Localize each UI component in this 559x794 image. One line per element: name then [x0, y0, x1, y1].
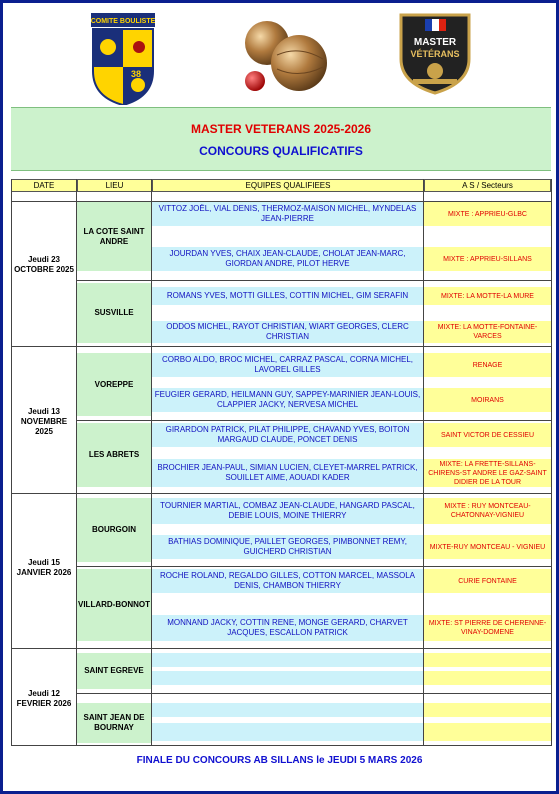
secteur-cell: MIXTE: LA MOTTE-FONTAINE-VARCES: [424, 321, 551, 343]
team-cell: ROCHE ROLAND, REGALDO GILLES, COTTON MARCEL, MASSOLA DENIS, CHAMBON THIERRY: [152, 569, 423, 593]
master-veterans-logo: [395, 9, 475, 95]
svg-text:38: 38: [131, 69, 142, 79]
secteur-cell: MIXTE : RUY MONTCEAU-CHATONNAY-VIGNIEU: [424, 498, 551, 524]
secteur-cell: MIXTE: LA FRETTE-SILLANS-CHIRENS-ST ANDRE LE GAZ-SAINT DIDIER DE LA TOUR: [424, 459, 551, 487]
lieu-cell: SAINT EGREVE: [84, 666, 144, 675]
logo-header: [3, 3, 556, 107]
divider: [11, 346, 551, 347]
date-cell: Jeudi 13 NOVEMBRE 2025: [20, 407, 68, 436]
team-cell-empty: [152, 723, 423, 741]
lieu-cell: LA COTE SAINT ANDRE: [83, 226, 145, 246]
title-banner: [11, 107, 551, 171]
team-cell: FEUGIER GERARD, HEILMANN GUY, SAPPEY-MARINIER JEAN-LOUIS, CLAPPIER JACKY, NERVESA MICHEL: [152, 388, 423, 412]
date-cell: Jeudi 23 OCTOBRE 2025: [14, 255, 74, 274]
table-border-left: [11, 179, 12, 746]
svg-text:MASTER: MASTER: [413, 37, 457, 48]
column-header-secteurs: A S / Secteurs: [424, 179, 551, 192]
lieu-cell: VOREPPE: [94, 379, 134, 389]
secteur-cell-empty: [424, 653, 551, 667]
secteur-cell: MIXTE-RUY MONTCEAU - VIGNIEU: [424, 535, 551, 559]
svg-text:VÉTÉRANS: VÉTÉRANS: [410, 49, 460, 59]
secteur-cell-empty: [424, 671, 551, 685]
divider: [11, 493, 551, 494]
team-cell-empty: [152, 703, 423, 717]
subtitle: CONCOURS QUALIFICATIFS: [199, 144, 363, 158]
column-header-date: DATE: [11, 179, 77, 192]
team-cell-empty: [152, 653, 423, 667]
team-cell: BROCHIER JEAN-PAUL, SIMIAN LUCIEN, CLEYET-MARREL PATRICK, SOUILLET AIME, AOUADI KADER: [152, 459, 423, 487]
svg-text:COMITE BOULISTE: COMITE BOULISTE: [91, 18, 155, 25]
secteur-cell: MIXTE : APPRIEU-SILLANS: [424, 247, 551, 271]
petanque-balls-image: [237, 15, 329, 95]
secteur-cell: SAINT VICTOR DE CESSIEU: [424, 423, 551, 447]
secteur-cell: RENAGE: [424, 353, 551, 377]
secteur-cell-empty: [424, 723, 551, 741]
lieu-cell: VILLARD-BONNOT: [78, 600, 150, 609]
secteur-cell: MIXTE : APPRIEU-GLBC: [424, 202, 551, 226]
lieu-cell: SUSVILLE: [94, 308, 134, 317]
main-title: MASTER VETERANS 2025-2026: [190, 122, 372, 136]
team-cell: BATHIAS DOMINIQUE, PAILLET GEORGES, PIMBONNET REMY, GUICHERD CHRISTIAN: [152, 535, 423, 559]
secteur-cell-empty: [424, 703, 551, 717]
team-cell: TOURNIER MARTIAL, COMBAZ JEAN-CLAUDE, HANGARD PASCAL, DEBIE LOUIS, MOINE THIERRY: [152, 498, 423, 524]
team-cell: GIRARDON PATRICK, PILAT PHILIPPE, CHAVAND YVES, BOITON MARGAUD CLAUDE, PONCET DENIS: [152, 423, 423, 447]
date-cell: Jeudi 12 FEVRIER 2026: [16, 689, 72, 708]
secteur-cell: MOIRANS: [424, 388, 551, 412]
secteur-cell: MIXTE: ST PIERRE DE CHERENNE-VINAY-DOMENE: [424, 615, 551, 641]
team-cell-empty: [152, 671, 423, 685]
comite-bouliste-logo: [91, 13, 155, 105]
finale-announcement: FINALE DU CONCOURS AB SILLANS le JEUDI 5 MARS 2026: [136, 755, 423, 766]
column-line: [76, 179, 77, 746]
column-line: [423, 179, 424, 746]
divider: [77, 566, 551, 567]
team-cell: VITTOZ JOËL, VIAL DENIS, THERMOZ-MAISON MICHEL, MYNDELAS JEAN-PIERRE: [152, 202, 423, 226]
column-header-lieu: LIEU: [77, 179, 152, 192]
divider: [77, 693, 551, 694]
lieu-cell: LES ABRETS: [88, 450, 140, 459]
date-cell: Jeudi 15 JANVIER 2026: [16, 558, 72, 577]
team-cell: ROMANS YVES, MOTTI GILLES, COTTIN MICHEL, GIM SERAFIN: [152, 287, 423, 305]
team-cell: ODDOS MICHEL, RAYOT CHRISTIAN, WIART GEORGES, CLERC CHRISTIAN: [152, 321, 423, 343]
column-header-equipes: EQUIPES QUALIFIEES: [152, 179, 424, 192]
table-border-right: [551, 179, 552, 746]
team-cell: CORBO ALDO, BROC MICHEL, CARRAZ PASCAL, CORNA MICHEL, LAVOREL GILLES: [152, 353, 423, 377]
divider: [77, 280, 551, 281]
team-cell: JOURDAN YVES, CHAIX JEAN-CLAUDE, CHOLAT JEAN-MARC, GIORDAN ANDRE, PILOT HERVE: [152, 247, 423, 271]
column-line: [151, 179, 152, 746]
divider: [77, 420, 551, 421]
secteur-cell: CURIE FONTAINE: [424, 569, 551, 593]
lieu-cell: SAINT JEAN DE BOURNAY: [83, 713, 145, 732]
lieu-cell: BOURGOIN: [92, 525, 136, 534]
divider: [11, 648, 551, 649]
divider: [11, 745, 551, 746]
secteur-cell: MIXTE: LA MOTTE-LA MURE: [424, 287, 551, 305]
team-cell: MONNAND JACKY, COTTIN RENE, MONGE GERARD, CHARVET JACQUES, ESCALLON PATRICK: [152, 615, 423, 641]
